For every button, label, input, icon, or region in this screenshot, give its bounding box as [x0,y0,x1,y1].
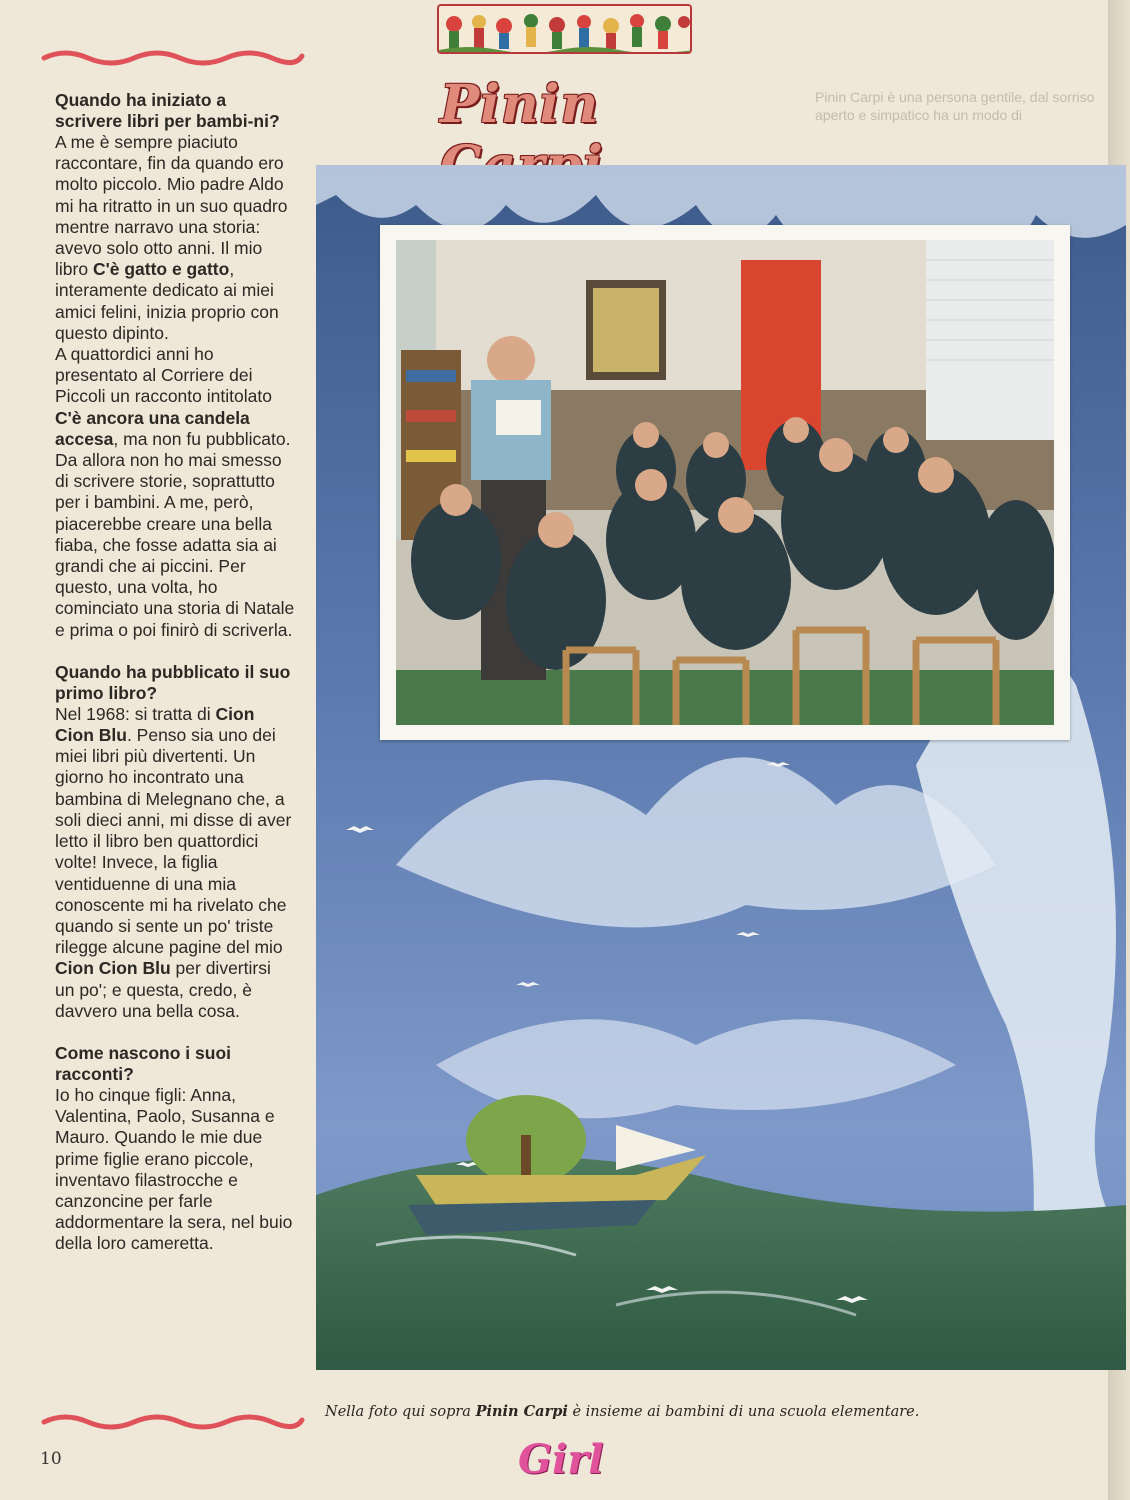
decorative-squiggle-top [40,46,305,70]
classroom-photo [380,225,1070,740]
decorative-squiggle-bottom [40,1410,305,1434]
next-page-bleed-text: Pinin Carpi è una persona gentile, dal sorriso aperto e simpatico ha un modo di [815,89,1095,123]
section-1-answer: A me è sempre piaciuto raccontare, fin da quando ero molto piccolo. Mio padre Aldo mi ha ritratto in un suo quadro mentre narravo una storia: avevo solo otto anni. Il mio libro C'è gatto e gatto, interamente dedicato ai miei amici felini, inizia proprio con questo dipinto. [55,132,288,343]
photo-caption: Nella foto qui sopra Pinin Carpi è insieme ai bambini di una scuola elementare. [325,1403,920,1420]
magazine-logo: Girl [518,1436,604,1483]
header-illustration-strip [437,4,692,54]
article-title-logo: Pinin [440,74,600,135]
page-number: 10 [40,1449,62,1469]
section-3-question: Come nascono i suoi racconti? [55,1042,231,1084]
section-2-answer: Nel 1968: si tratta di Cion Cion Blu. Penso sia uno dei miei libri più divertenti. Un giorno ho incontrato una bambina di Melegnano che, a soli dieci anni, mi disse di aver letto il libro ben quattordici volte! Invece, la figlia ventiduenne di una mia conoscente mi ha rivelato che quando si sente un po' triste rilegge alcune pagine del mio Cion Cion Blu per divertirsi un po'; e questa, credo, è davvero una bella cosa. [55,703,292,1021]
section-2-question: Quando ha pubblicato il suo primo libro? [55,661,291,703]
section-1-question: Quando ha iniziato a scrivere libri per bambi-ni? [55,90,280,131]
section-1-answer-continued: A quattordici anni ho presentato al Corriere dei Piccoli un racconto intitolato C'è ancora una candela accesa, ma non fu pubblicato. Da allora non ho mai smesso di scrivere storie, soprattutto per i bambini. A me, però, piacerebbe creare una bella fiaba, che fosse adatta sia ai grandi che ai piccini. Per questo, una volta, ho cominciato una storia di Natale e prima o poi finirò di scriverla. [55,344,295,640]
section-3-answer: Io ho cinque figli: Anna, Valentina, Paolo, Susanna e Mauro. Quando le mie due prime figlie erano piccole, inventavo filastrocche e canzoncine per farle addormentare la sera, nel buio della loro cameretta. [55,1084,293,1254]
article-text-column [55,90,295,1255]
